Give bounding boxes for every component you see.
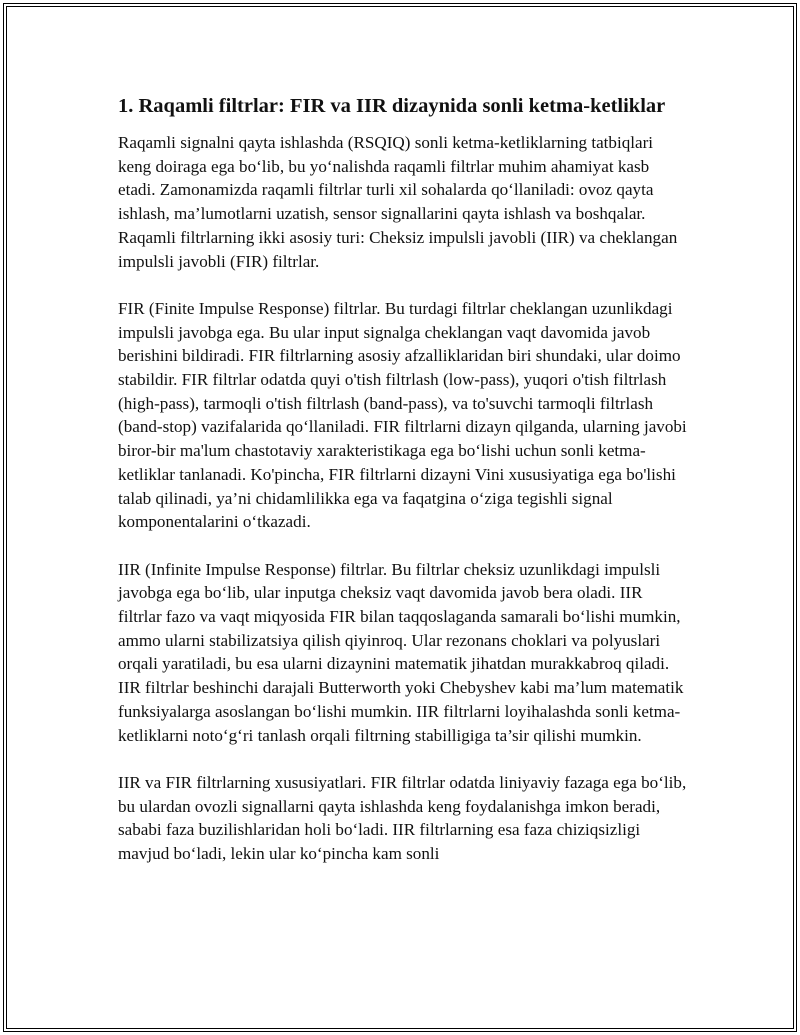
paragraph-properties: IIR va FIR filtrlarning xususiyatlari. FIR filtrlar odatda liniyaviy fazaga ega bo‘lib, bu ulardan ovozli signallarni qayta ishlashda keng foydalanishga imkon beradi, sababi faza buzilishlaridan holi bo‘ladi. IIR filtrlarning esa faza chiziqsizligi mavjud bo‘ladi, lekin ular ko‘pincha kam sonli (118, 772, 687, 864)
paragraph-intro: Raqamli signalni qayta ishlashda (RSQIQ) sonli ketma-ketliklarning tatbiqlari keng doiraga ega bo‘lib, bu yo‘nalishda raqamli filtrlar muhim ahamiyat kasb etadi. Zamonamizda raqamli filtrlar turli xil sohalarda qo‘llaniladi: ovoz qayta ishlash, ma’lumotlarni uzatish, sensor signallarini qayta ishlash va boshqalar. Raqamli filtrlarning ikki asosiy turi: Cheksiz impulsli javobli (IIR) va cheklangan impulsli javobli (FIR) filtrlar. (118, 133, 678, 271)
document-body (118, 92, 688, 866)
paragraph-iir: IIR (Infinite Impulse Response) filtrlar. Bu filtrlar cheksiz uzunlikdagi impulsli javobga ega bo‘lib, ular inputga cheksiz vaqt davomida javob bera oladi. IIR filtrlar fazo va vaqt miqyosida FIR bilan taqqoslaganda samarali bo‘lishi mumkin, ammo ularni stabilizatsiya qilish qiyinroq. Ular rezonans choklari va polyuslari orqali yaratiladi, bu esa ularni dizaynini matematik jihatdan murakkabroq qiladi. IIR filtrlar beshinchi darajali Butterworth yoki Chebyshev kabi ma’lum matematik funksiyalarga asoslangan bo‘lishi mumkin. IIR filtrlarni loyihalashda sonli ketma-ketliklarni noto‘g‘ri tanlash orqali filtrning stabilligiga ta’sir qilishi mumkin. (118, 559, 684, 745)
paragraph-fir: FIR (Finite Impulse Response) filtrlar. Bu turdagi filtrlar cheklangan uzunlikdagi impulsli javobga ega. Bu ular input signalga cheklangan vaqt davomida javob berishini bildiradi. FIR filtrlarning asosiy afzalliklaridan biri shundaki, ular doimo stabildir. FIR filtrlar odatda quyi o'tish filtrlash (low-pass), yuqori o'tish filtrlash (high-pass), tarmoqli o'tish filtrlash (band-pass), va to'suvchi tarmoqli filtrlash (band-stop) vazifalarida qo‘llaniladi. FIR filtrlarni dizayn qilganda, ularning javobi biror-bir ma'lum chastotaviy xarakteristikaga ega bo‘lishi uchun sonli ketma-ketliklar tanlanadi. Ko'pincha, FIR filtrlarni dizayni Vini xususiyatiga ega bo'lishi talab qilinadi, ya’ni chidamlilikka ega va faqatgina o‘ziga tegishli signal komponentalarini o‘tkazadi. (118, 298, 687, 532)
document-title: 1. Raqamli filtrlar: FIR va IIR dizaynida sonli ketma-ketliklar (118, 95, 666, 117)
